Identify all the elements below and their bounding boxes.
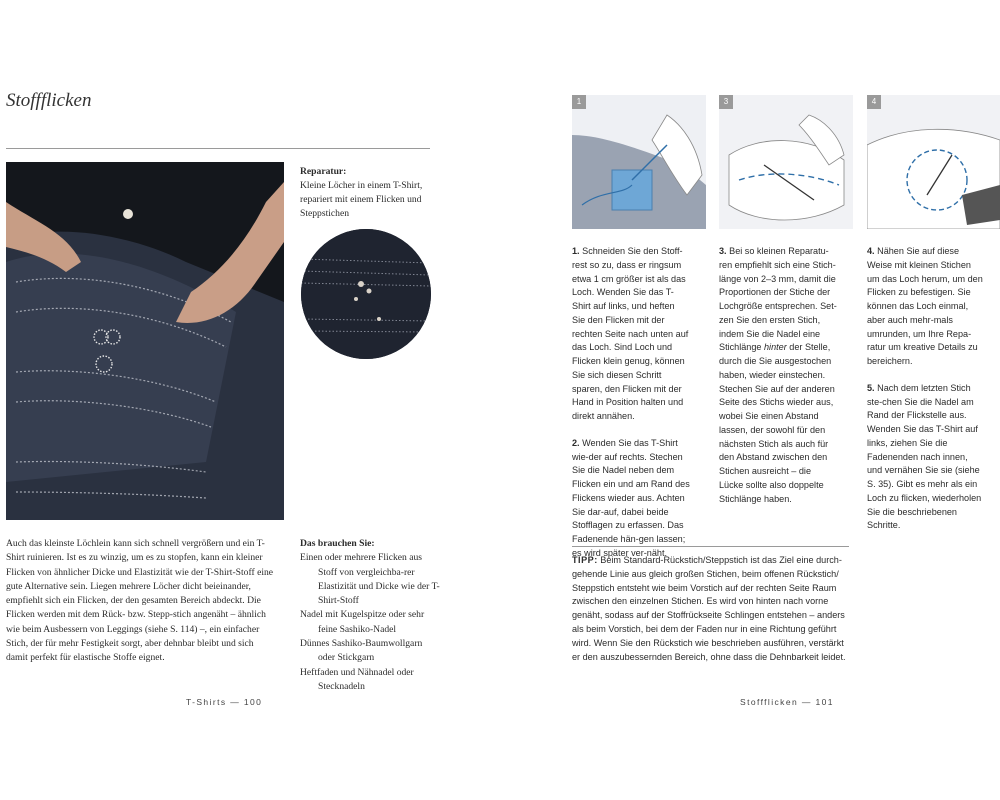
step-1 xyxy=(572,245,690,424)
divider xyxy=(6,148,430,149)
step-3-illustration xyxy=(719,95,853,229)
repair-heading: Reparatur: xyxy=(300,166,347,177)
instructions-column-3 xyxy=(719,245,837,519)
repair-text: Kleine Löcher in einem T-Shirt, repariert mit einem Flicken und Steppstichen xyxy=(300,180,423,219)
step-number: 1. xyxy=(572,246,580,256)
instructions-column-4 xyxy=(867,245,985,546)
page-folio-right: Stoffflicken — 101 xyxy=(740,697,834,707)
step-text: Wenden Sie das T-Shirt wie-der auf rechts. Stechen Sie die Nadel neben dem Flicken ein und am Rand des Flickens wieder aus. Achten Sie dar-auf, dabei beide Stofflagen zu erfassen. Das Fadenende hän-gen lassen; es wird später ver-näht. xyxy=(572,437,690,558)
step-badge: 3 xyxy=(719,95,733,109)
detail-photo-illustration xyxy=(301,229,431,359)
step-4 xyxy=(867,245,985,369)
step-text: der Stelle, durch die Sie ausgestochen haben, wieder einstechen. Stechen Sie auf der anderen Seite des Stichs wieder aus, wobei Sie einen Abstand lassen, der sowohl für den nächsten Stich als auch für den Abstand zwischen den Stichen ausreicht – die Lücke sollte also doppelte Stichlänge haben. xyxy=(719,342,835,504)
instructions-column-1 xyxy=(572,245,690,574)
detail-photo xyxy=(301,229,431,359)
step-5 xyxy=(867,382,985,533)
step-number: 5. xyxy=(867,382,875,393)
materials-heading: Das brauchen Sie: xyxy=(300,538,375,549)
step-badge: 1 xyxy=(572,95,586,109)
step-number: 2. xyxy=(572,437,580,448)
repair-caption xyxy=(300,165,440,221)
step-text: Bei so kleinen Reparatu-ren empfiehlt sich eine Stich-länge von 2–3 mm, damit die Proportionen der Stiche der Lochgröße entsprechen. Set-zen Sie den ersten Stich, indem Sie die Nadel eine Stichlänge xyxy=(719,246,837,353)
tip-box xyxy=(572,554,854,664)
list-item: Dünnes Sashiko-Baumwollgarn oder Stickgarn xyxy=(300,638,423,664)
step-1-illustration xyxy=(572,95,706,229)
step-badge: 4 xyxy=(867,95,881,109)
divider xyxy=(572,546,849,547)
step-2 xyxy=(572,437,690,561)
tip-text: Beim Standard-Rückstich/Steppstich ist das Ziel eine durch-gehende Linie aus gleich großen Stichen, beim offenen Rückstich/ Steppstich entsteht wie beim Vorstich auf der rechten Seite Raum zwischen den einzelnen Stichen. Es wird von hinten nach vorne genäht, sodass auf der Stoffrückseite Schlingen entstehen – anders als beim Vorstich, bei dem der Faden nur in eine Richtung geführt wird. Wenn Sie den Rückstich wie beschrieben ausführen, verstärkt er den auszubessernden Bereich, ohne dass die Dehnbarkeit leidet. xyxy=(572,555,846,662)
list-item: Nadel mit Kugelspitze oder sehr feine Sashiko-Nadel xyxy=(300,609,425,635)
tip-label: TIPP: xyxy=(572,555,598,565)
step-text: Schneiden Sie den Stoff-rest so zu, dass er ringsum etwa 1 cm größer ist als das Loch. Wenden Sie das T-Shirt auf links, und heften Sie den Flicken mit der rechten Seite nach unten auf das Loch. Sind Loch und Flicken klein genug, können Sie sich diesen Schritt sparen, den Flicken mit der Hand in Position halten und direkt annähen. xyxy=(572,246,689,421)
step-text: Nach dem letzten Stich ste-chen Sie die Nadel am Rand der Flickstelle aus. Wenden Sie das T-Shirt auf links, ziehen Sie die Fadenenden nach innen, und vernähen Sie sie (siehe S. 35). Gibt es mehr als ein Loch zu flicken, wiederholen Sie die beschriebenen Schritte. xyxy=(867,382,982,531)
step-image-3 xyxy=(719,95,853,229)
step-number: 4. xyxy=(867,246,875,256)
step-3 xyxy=(719,245,837,506)
list-item: Einen oder mehrere Flicken aus Stoff von vergleichba-rer Elastizität und Dicke wie der T-Shirt-Stoff xyxy=(300,552,440,607)
page-title: Stoffflicken xyxy=(6,90,92,111)
step-image-1 xyxy=(572,95,706,229)
step-4-illustration xyxy=(867,95,1000,229)
step-emphasis: hinter xyxy=(764,342,787,353)
intro-paragraph: Auch das kleinste Löchlein kann sich schnell vergrößern und ein T-Shirt ruinieren. Ist es zu winzig, um es zu stopfen, kann ein kleiner Flicken von ähnlicher Dicke und Elastizität wie der T-Shirt-Stoff eine gute Alternative sein. Liegen mehrere Löcher dicht beieinander, empfiehlt sich ein Flicken, der den gesamten Bereich abdeckt. Die Flicken werden mit dem Rück- bzw. Stepp-stich angenäht – ähnlich wie beim Ausbessern von Leggings (siehe S. 114) –, ein einfacher Stich, der für mehr Festigkeit sorgt, aber dehnbar bleibt und sich damit perfekt für elastische Stoffe eignet. xyxy=(6,538,274,664)
tshirt-photo xyxy=(6,162,284,520)
page-folio-left: T-Shirts — 100 xyxy=(186,697,263,707)
list-item: Heftfaden und Nähnadel oder Stecknadeln xyxy=(300,666,414,692)
tshirt-photo-illustration xyxy=(6,162,284,520)
step-image-4 xyxy=(867,95,1000,229)
step-text: Nähen Sie auf diese Weise mit kleinen Stichen um das Loch herum, um den Flicken zu befestigen. Sie können das Loch einmal, aber auch mehr-mals umrunden, um Ihre Repa-ratur um kreative Details zu bereichern. xyxy=(867,246,983,366)
step-number: 3. xyxy=(719,246,727,256)
materials-list xyxy=(300,537,440,694)
